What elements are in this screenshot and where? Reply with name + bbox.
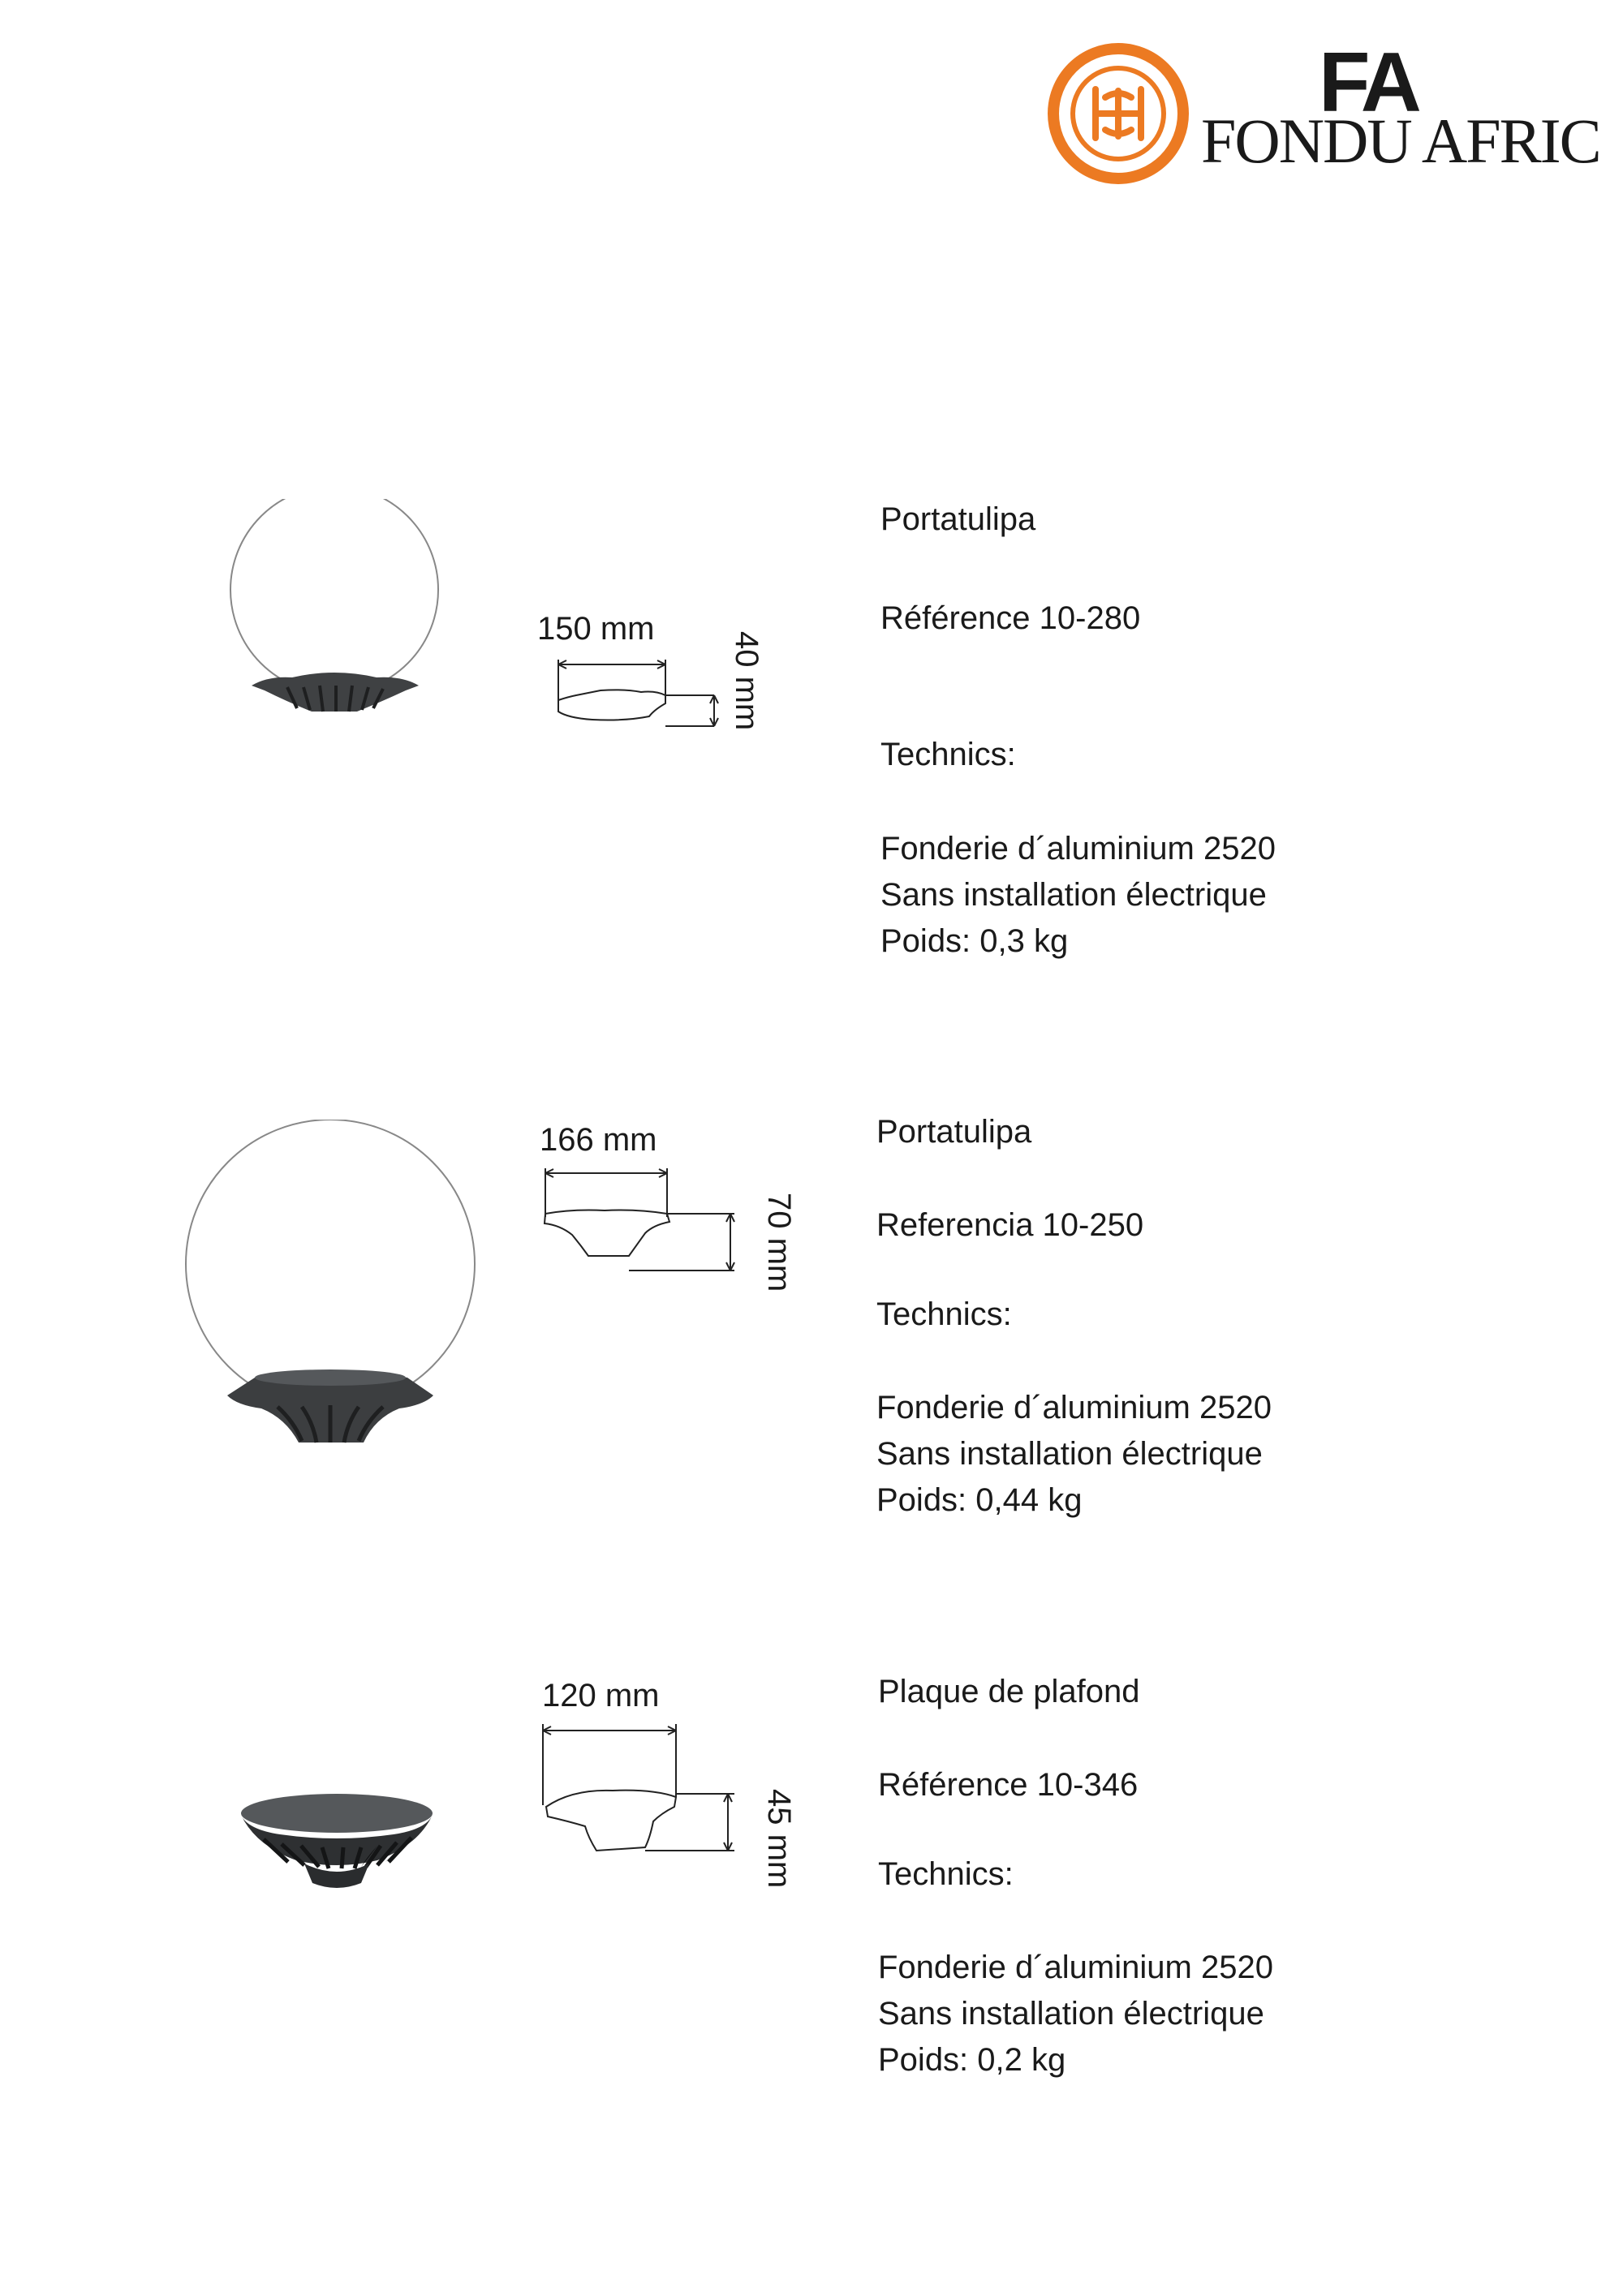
company-logo	[1047, 36, 1600, 195]
technics-label: Technics:	[878, 1856, 1014, 1892]
spec-material: Fonderie d´aluminium 2520	[878, 1950, 1273, 1985]
product-name: Portatulipa	[880, 501, 1036, 537]
product-name: Portatulipa	[876, 1114, 1032, 1150]
technics-label: Technics:	[880, 737, 1016, 772]
spec-weight: Poids: 0,44 kg	[876, 1482, 1083, 1518]
spec-electrical: Sans installation électrique	[880, 877, 1267, 913]
profile-drawing-icon	[552, 653, 722, 734]
ceiling-plate-icon	[231, 1789, 442, 1903]
dimension-height: 45 mm	[761, 1789, 797, 1889]
spec-electrical: Sans installation électrique	[876, 1436, 1263, 1472]
spec-weight: Poids: 0,3 kg	[880, 923, 1069, 959]
globe-lamp-holder-icon	[180, 1120, 480, 1460]
fondu-afric-logo-icon	[1047, 41, 1193, 187]
product-reference: Referencia 10-250	[876, 1207, 1144, 1243]
dimension-width: 120 mm	[542, 1678, 660, 1713]
technics-label: Technics:	[876, 1296, 1012, 1332]
globe-lamp-holder-icon	[219, 499, 454, 726]
logo-company-name: FONDU AFRIC	[1201, 105, 1600, 176]
product-name: Plaque de plafond	[878, 1674, 1140, 1709]
dimension-height: 70 mm	[761, 1193, 797, 1292]
spec-weight: Poids: 0,2 kg	[878, 2042, 1066, 2078]
dimension-width: 150 mm	[537, 611, 655, 647]
logo-initials: FA	[1319, 36, 1417, 130]
product-reference: Référence 10-346	[878, 1767, 1139, 1803]
dimension-height: 40 mm	[729, 631, 764, 731]
profile-drawing-icon	[540, 1716, 743, 1862]
dimension-width: 166 mm	[540, 1122, 657, 1158]
spec-electrical: Sans installation électrique	[878, 1996, 1264, 2032]
spec-material: Fonderie d´aluminium 2520	[876, 1390, 1272, 1425]
product-reference: Référence 10-280	[880, 600, 1141, 636]
spec-material: Fonderie d´aluminium 2520	[880, 831, 1276, 866]
profile-drawing-icon	[540, 1160, 743, 1282]
